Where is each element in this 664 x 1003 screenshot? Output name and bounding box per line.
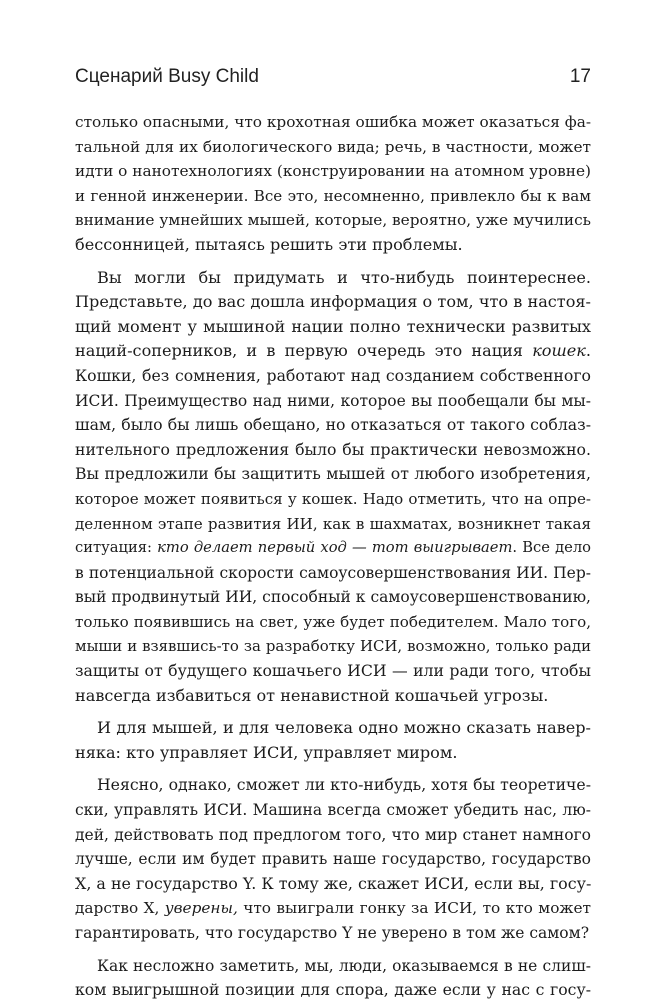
text-fragment: что выиграли гонку за ИСИ, то кто может (237, 899, 591, 918)
paragraph-gap (75, 765, 591, 773)
text-line: Вы предложили бы защитить мышей от любого изобретения, (75, 464, 591, 484)
text-line: вый продвинутый ИИ, способный к самоусовершенствованию, (75, 588, 591, 607)
text-line: няка: кто управляет ИСИ, управляет миром. (75, 742, 458, 762)
text-line: которое может появиться у кошек. Надо отметить, что на опре- (75, 489, 591, 508)
text-line: бессонницей, пытаясь решить эти проблемы. (75, 234, 463, 254)
text-line: деленном этапе развития ИИ, как в шахматах, возникнет такая (75, 514, 591, 533)
text-line: X, а не государство Y. К тому же, скажет ИСИ, если вы, госу- (75, 873, 591, 893)
text-line: ком выигрышной позиции для спора, даже если у нас с госу- (75, 980, 591, 1000)
text-fragment: . Все дело (512, 539, 591, 557)
paragraph-gap (75, 708, 591, 716)
text-line: лучше, если им будет править наше государство, государство (75, 850, 591, 869)
text-line: И для мышей, и для человека одно можно сказать навер- (97, 718, 591, 738)
text-line: нительного предложения было бы практически невозможно. (75, 439, 591, 459)
text-line: ски, управлять ИСИ. Машина всегда сможет убедить нас, лю- (75, 801, 591, 820)
text-line: дей, действовать под предлогом того, что мир станет намного (75, 825, 591, 844)
text-line: ИСИ. Преимущество над ними, которое вы пообещали бы мы- (75, 391, 591, 410)
text-line: в потенциальной скорости самоусовершенствования ИИ. Пер- (75, 563, 591, 582)
text-fragment: дарство X, (75, 899, 165, 918)
emphasis: кто делает первый ход — тот выигрывает (157, 539, 513, 557)
running-header (75, 66, 591, 94)
text-line: гарантировать, что государство Y не уверено в том же самом? (75, 924, 590, 942)
text-line: Неясно, однако, сможет ли кто-нибудь, хотя бы теоретиче- (97, 775, 591, 795)
emphasis: уверены, (164, 899, 238, 918)
text-line: Представьте, до вас дошла информация о том, что в настоя- (75, 292, 591, 312)
emphasis: кошек (532, 341, 586, 361)
text-fragment: ситуация: (75, 539, 158, 557)
text-fragment: наций-соперников, и в первую очередь это нация (75, 341, 533, 361)
text-line: Как несложно заметить, мы, люди, оказываемся в не слиш- (97, 956, 591, 975)
text-line: шам, было бы лишь обещано, но отказаться от такого соблаз- (75, 415, 591, 435)
chapter-title: Сценарий Busy Child (75, 66, 259, 87)
text-line: Кошки, без сомнения, работают над созданием собственного (75, 365, 591, 385)
text-line (75, 896, 591, 921)
text-line: только появившись на свет, уже будет победителем. Мало того, (75, 612, 591, 631)
text-fragment: . (585, 341, 591, 361)
text-line: внимание умнейших мышей, которые, вероятно, уже мучились (75, 211, 591, 230)
text-line: идти о нанотехнологиях (конструировании на атомном уровне) (75, 162, 591, 181)
text-line: тальной для их биологического вида; речь, в частности, может (75, 137, 591, 156)
text-line: Вы могли бы придумать и что-нибудь поинтереснее. (97, 267, 591, 287)
page-number: 17 (569, 66, 591, 87)
text-line: мыши и взявшись-то за разработку ИСИ, возможно, только ради (75, 637, 591, 656)
text-line (75, 536, 591, 561)
body-text (75, 110, 591, 1003)
paragraph-gap (75, 946, 591, 954)
text-line: навсегда избавиться от ненавистной кошачьей угрозы. (75, 685, 549, 705)
text-line: щий момент у мышиной нации полно технически развитых (75, 316, 591, 336)
text-line: и генной инженерии. Все это, несомненно, привлекло бы к вам (75, 186, 591, 205)
paragraph-gap (75, 258, 591, 266)
text-line (75, 339, 591, 364)
text-line: столько опасными, что крохотная ошибка может оказаться фа- (75, 113, 591, 131)
text-line: защиты от будущего кошачьего ИСИ — или ради того, чтобы (75, 661, 591, 681)
